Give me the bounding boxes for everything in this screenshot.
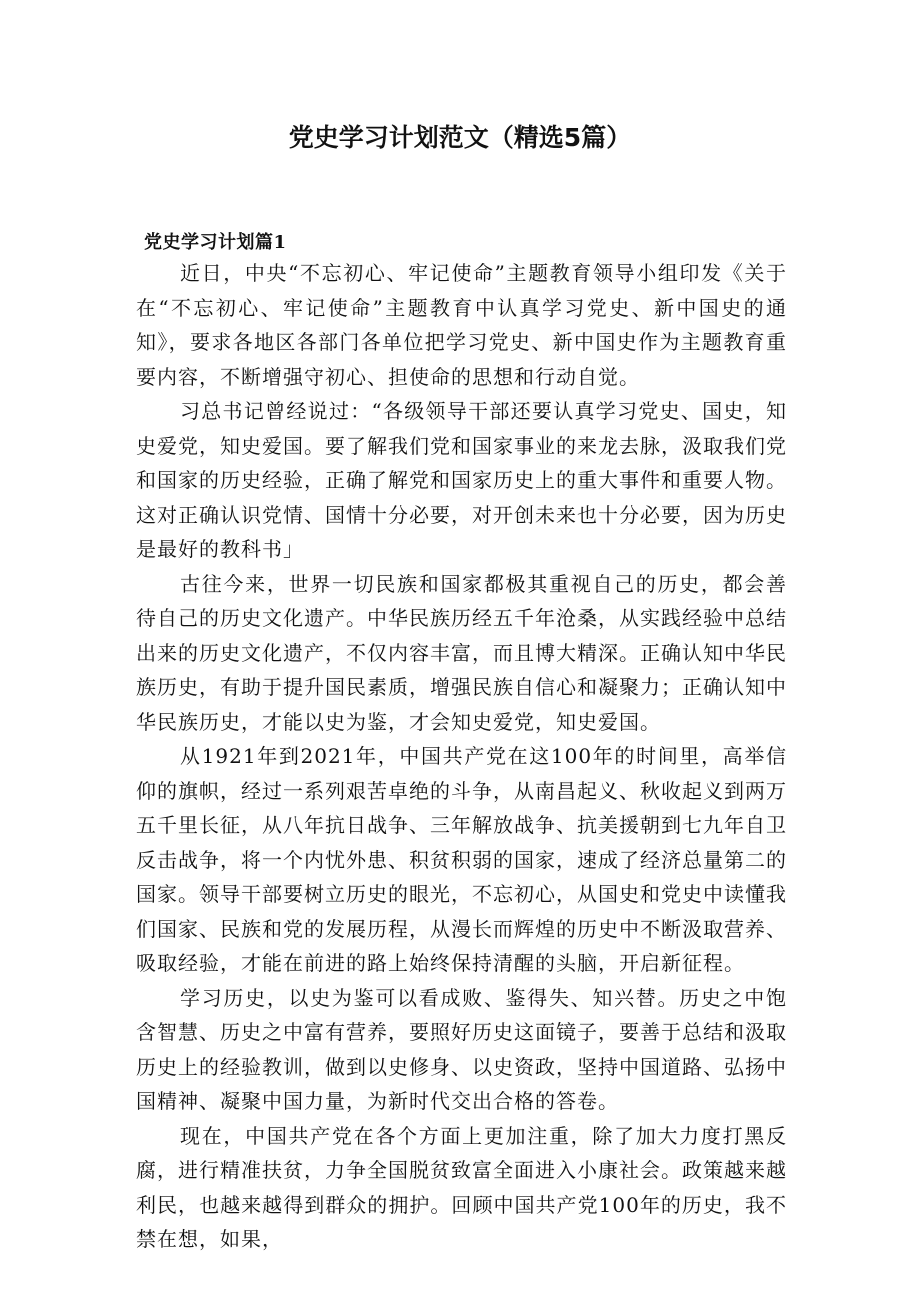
section-heading: 党史学习计划篇1	[144, 232, 287, 253]
document-body	[136, 256, 787, 1257]
paragraph-1: 近日，中央“不忘初心、牢记使命”主题教育领导小组印发《关于在“不忘初心、牢记使命”主题教育中认真学习党史、新中国史的通知》，要求各地区各部门各单位把学习党史、新中国史作为主题教育重要内容，不断增强守初心、担使命的思想和行动自觉。	[136, 261, 787, 389]
paragraph-2: 习总书记曾经说过：“各级领导干部还要认真学习党史、国史，知史爱党，知史爱国。要了解我们党和国家事业的来龙去脉，汲取我们党和国家的历史经验，正确了解党和国家历史上的重大事件和重要人物。这对正确认识党情、国情十分必要，对开创未来也十分必要，因为历史是最好的教科书」	[136, 399, 787, 561]
paragraph-4: 从1921年到2021年，中国共产党在这100年的时间里，高举信仰的旗帜，经过一系列艰苦卓绝的斗争，从南昌起义、秋收起义到两万五千里长征，从八年抗日战争、三年解放战争、抗美援朝到七九年自卫反击战争，将一个内忧外患、积贫积弱的国家，速成了经济总量第二的国家。领导干部要树立历史的眼光，不忘初心，从国史和党史中读懂我们国家、民族和党的发展历程，从漫长而辉煌的历史中不断汲取营养、吸取经验，才能在前进的路上始终保持清醒的头脑，开启新征程。	[136, 744, 787, 975]
paragraph-6: 现在，中国共产党在各个方面上更加注重，除了加大力度打黑反腐，进行精准扶贫，力争全国脱贫致富全面进入小康社会。政策越来越利民，也越来越得到群众的拥护。回顾中国共产党100年的历史，我不禁在想，如果，	[136, 1123, 787, 1251]
paragraph-5: 学习历史，以史为鉴可以看成败、鉴得失、知兴替。历史之中饱含智慧、历史之中富有营养，要照好历史这面镜子，要善于总结和汲取历史上的经验教训，做到以史修身、以史资政，坚持中国道路、弘扬中国精神、凝聚中国力量，为新时代交出合格的答卷。	[136, 985, 787, 1113]
paragraph-3: 古往今来，世界一切民族和国家都极其重视自己的历史，都会善待自己的历史文化遗产。中华民族历经五千年沧桑，从实践经验中总结出来的历史文化遗产，不仅内容丰富，而且博大精深。正确认知中华民族历史，有助于提升国民素质，增强民族自信心和凝聚力；正确认知中华民族历史，才能以史为鉴，才会知史爱党，知史爱国。	[136, 571, 787, 734]
document-title: 党史学习计划范文（精选5篇）	[288, 123, 632, 152]
